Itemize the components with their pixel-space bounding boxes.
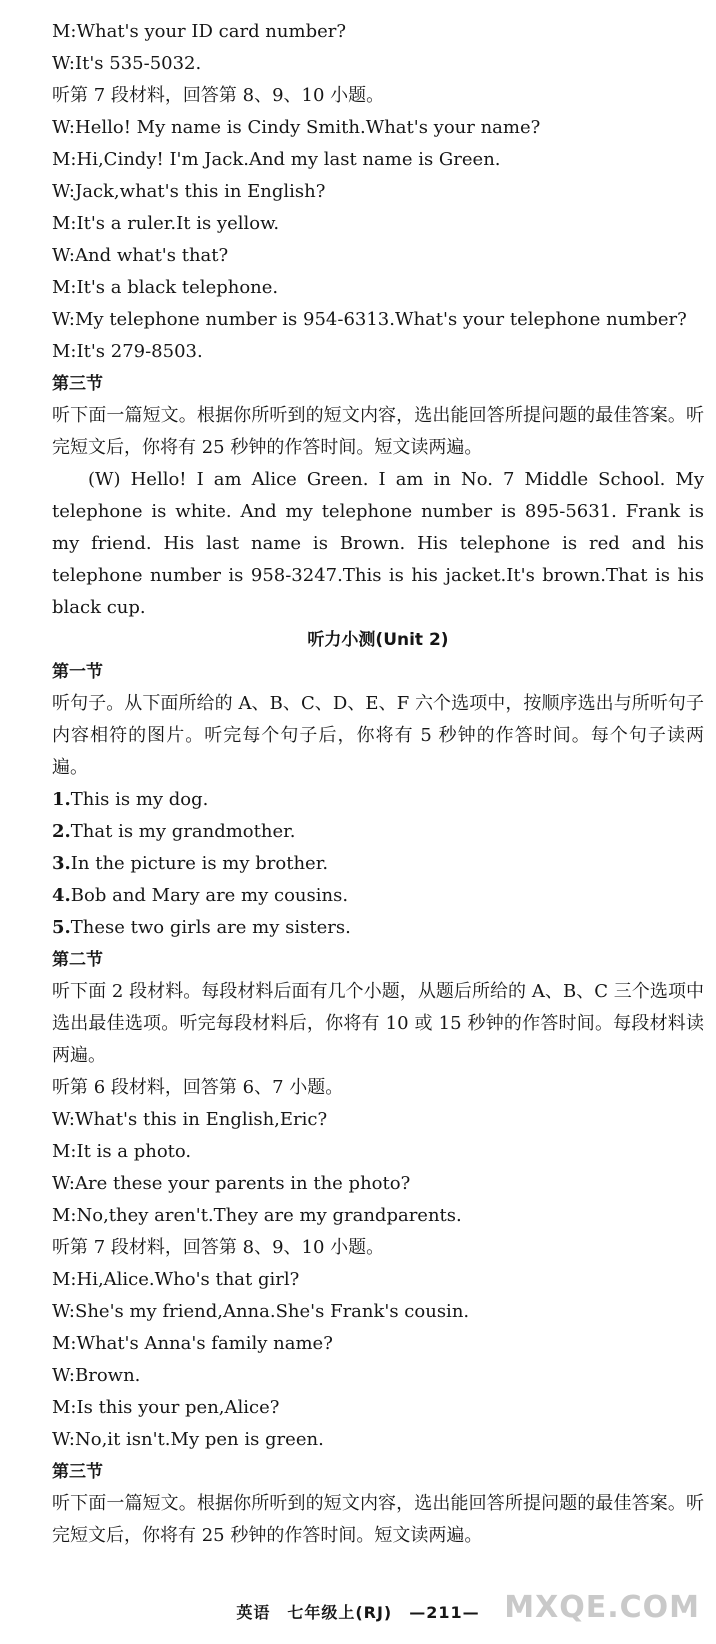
section-title: 第三节 [52, 1462, 103, 1482]
section-title: 第一节 [52, 662, 103, 682]
dialogue-line: W:My telephone number is 954-6313.What's your telephone number? [52, 309, 687, 330]
dialogue-line: M:Is this your pen,Alice? [52, 1397, 280, 1418]
dialogue-line: M:It's 279-8503. [52, 341, 203, 362]
section-instructions: 听下面一篇短文。根据你所听到的短文内容，选出能回答所提问题的最佳答案。听完短文后，你将有 25 秒钟的作答时间。短文读两遍。 [52, 405, 704, 458]
item-text: That is my grandmother. [70, 821, 296, 842]
section-instructions: 听下面 2 段材料。每段材料后面有几个小题，从题后所给的 A、B、C 三个选项中选出最佳选项。听完每段材料后，你将有 10 或 15 秒钟的作答时间。每段材料读两遍。 [52, 981, 704, 1066]
material-heading: 听第 7 段材料，回答第 8、9、10 小题。 [52, 1237, 385, 1258]
item-text: This is my dog. [70, 789, 209, 810]
listening-passage: (W) Hello! I am Alice Green. I am in No. 7 Middle School. My telephone is white. And my telephone number is 895-5631. Frank is my friend. His last name is Brown. His telephone is red and his telephone number is 958-3247.This is his jacket.It's brown.That is his black cup. [52, 469, 704, 618]
section-title: 第二节 [52, 950, 103, 970]
dialogue-line: W:She's my friend,Anna.She's Frank's cousin. [52, 1301, 470, 1322]
item-text: These two girls are my sisters. [70, 917, 351, 938]
dialogue-line: W:Are these your parents in the photo? [52, 1173, 411, 1194]
section-instructions: 听句子。从下面所给的 A、B、C、D、E、F 六个选项中，按顺序选出与所听句子内容相符的图片。听完每个句子后，你将有 5 秒钟的作答时间。每个句子读两遍。 [52, 693, 704, 778]
sentence-item [52, 816, 704, 848]
item-number: 1. [52, 789, 71, 810]
dialogue-line: W:No,it isn't.My pen is green. [52, 1429, 324, 1450]
watermark-logo: MXQE.COM [504, 1590, 700, 1625]
dialogue-line: M:What's Anna's family name? [52, 1333, 333, 1354]
sentence-item [52, 880, 704, 912]
section-instructions: 听下面一篇短文。根据你所听到的短文内容，选出能回答所提问题的最佳答案。听完短文后，你将有 25 秒钟的作答时间。短文读两遍。 [52, 1493, 704, 1546]
dialogue-line: M:It is a photo. [52, 1141, 192, 1162]
item-number: 3. [52, 853, 71, 874]
dialogue-line: W:Brown. [52, 1365, 141, 1386]
dialogue-line: W:And what's that? [52, 245, 229, 266]
sentence-item [52, 784, 704, 816]
dialogue-line: W:Hello! My name is Cindy Smith.What's your name? [52, 117, 541, 138]
material-heading: 听第 6 段材料，回答第 6、7 小题。 [52, 1077, 344, 1098]
dialogue-line: M:It's a ruler.It is yellow. [52, 213, 280, 234]
item-number: 4. [52, 885, 71, 906]
unit-title: 听力小测(Unit 2) [307, 630, 449, 650]
sentence-item [52, 848, 704, 880]
dialogue-line: M:It's a black telephone. [52, 277, 279, 298]
dialogue-line: W:Jack,what's this in English? [52, 181, 326, 202]
dialogue-line: M:No,they aren't.They are my grandparents. [52, 1205, 462, 1226]
sentence-item [52, 912, 704, 944]
item-number: 5. [52, 917, 71, 938]
page-footer: 英语 七年级上(RJ) —211— [236, 1603, 480, 1622]
item-number: 2. [52, 821, 71, 842]
dialogue-line: M:What's your ID card number? [52, 21, 346, 42]
dialogue-line: M:Hi,Alice.Who's that girl? [52, 1269, 300, 1290]
item-text: Bob and Mary are my cousins. [70, 885, 349, 906]
dialogue-line: M:Hi,Cindy! I'm Jack.And my last name is Green. [52, 149, 501, 170]
item-text: In the picture is my brother. [70, 853, 329, 874]
dialogue-line: W:It's 535-5032. [52, 53, 202, 74]
material-heading: 听第 7 段材料，回答第 8、9、10 小题。 [52, 85, 385, 106]
section-title: 第三节 [52, 374, 103, 394]
dialogue-line: W:What's this in English,Eric? [52, 1109, 328, 1130]
